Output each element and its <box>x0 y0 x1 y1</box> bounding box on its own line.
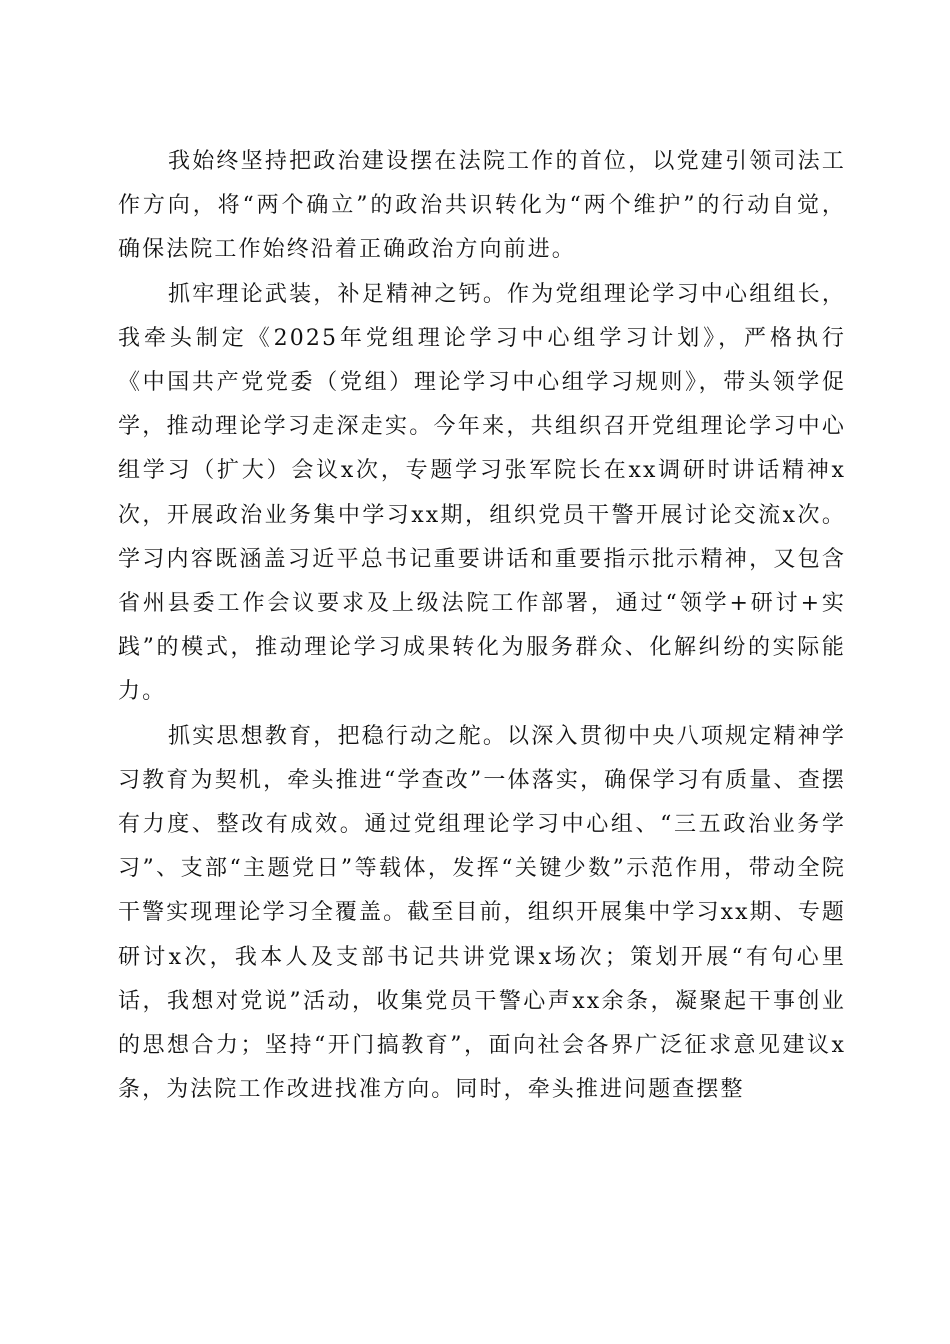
document-body <box>118 140 846 1112</box>
paragraph-ideological-education: 抓实思想教育，把稳行动之舵。以深入贯彻中央八项规定精神学习教育为契机，牵头推进“学查改”一体落实，确保学习有质量、查摆有力度、整改有成效。通过党组理论学习中心组、“三五政治业务学习”、支部“主题党日”等载体，发挥“关键少数”示范作用，带动全院干警实现理论学习全覆盖。截至目前，组织开展集中学习xx期、专题研讨x次，我本人及支部书记共讲党课x场次；策划开展“有句心里话，我想对党说”活动，收集党员干警心声xx余条，凝聚起干事创业的思想合力；坚持“开门搞教育”，面向社会各界广泛征求意见建议x条，为法院工作改进找准方向。同时，牵头推进问题查摆整 <box>118 723 846 1103</box>
paragraph-theory-study: 抓牢理论武装，补足精神之钙。作为党组理论学习中心组组长，我牵头制定《2025年党组理论学习中心组学习计划》，严格执行《中国共产党党委（党组）理论学习中心组学习规则》，带头领学促学，推动理论学习走深走实。今年来，共组织召开党组理论学习中心组学习（扩大）会议x次，专题学习张军院长在xx调研时讲话精神x次，开展政治业务集中学习xx期，组织党员干警开展讨论交流x次。学习内容既涵盖习近平总书记重要讲话和重要指示批示精神，又包含省州县委工作会议要求及上级法院工作部署，通过“领学+研讨+实践”的模式，推动理论学习成果转化为服务群众、化解纠纷的实际能力。 <box>118 281 846 705</box>
paragraph-political-construction: 我始终坚持把政治建设摆在法院工作的首位，以党建引领司法工作方向，将“两个确立”的政治共识转化为“两个维护”的行动自觉，确保法院工作始终沿着正确政治方向前进。 <box>118 149 846 263</box>
